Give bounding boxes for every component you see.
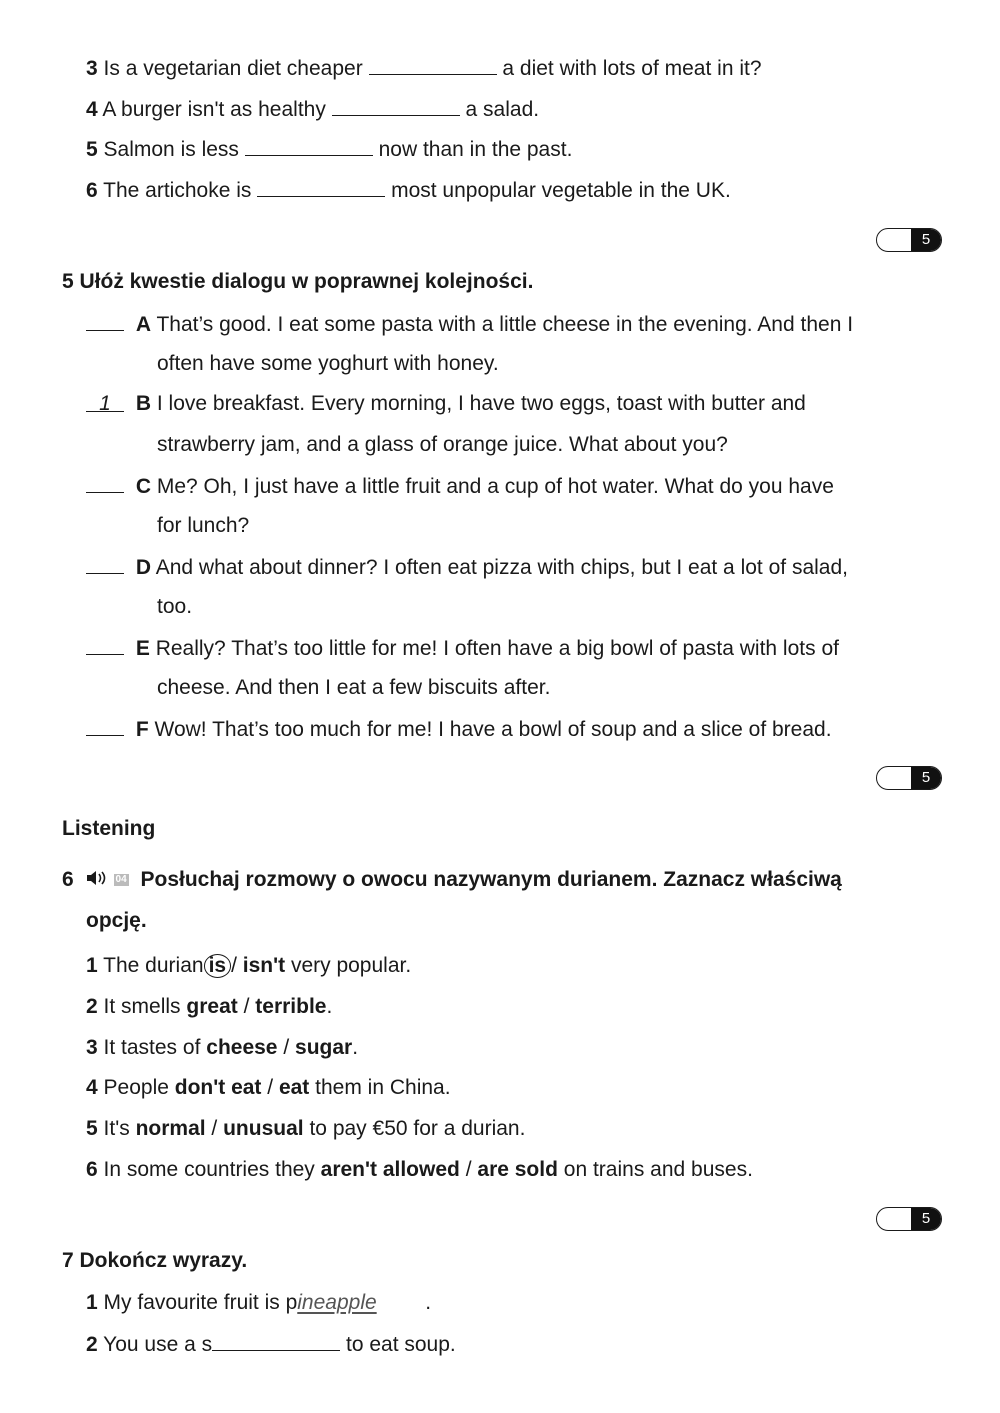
word-item: 1 My favourite fruit is pineapple .: [86, 1291, 432, 1314]
order-blank[interactable]: [86, 634, 124, 655]
word-item: 2 You use a s to eat soup.: [86, 1333, 456, 1356]
order-blank[interactable]: [86, 472, 124, 493]
option[interactable]: great: [186, 995, 238, 1018]
choice-item: 1 The durian is / isn't very popular.: [86, 954, 412, 977]
option[interactable]: don't eat: [174, 1076, 262, 1099]
option[interactable]: cheese: [206, 1036, 278, 1059]
score-value: 5: [911, 1208, 941, 1230]
track-number: 04: [115, 874, 127, 886]
dialogue-line: for lunch?: [157, 514, 250, 537]
section-heading: Listening: [62, 817, 156, 840]
fill-blank[interactable]: [332, 96, 460, 116]
choice-item: 6 In some countries they aren't allowed / are sold on trains and buses.: [86, 1158, 753, 1181]
exercise-5-title: 5 Ułóż kwestie dialogu w poprawnej kolejności.: [62, 270, 534, 293]
fill-blank[interactable]: [212, 1331, 340, 1351]
choice-item: 2 It smells great / terrible.: [86, 995, 333, 1018]
score-box: [876, 1207, 942, 1231]
item-number: 3: [86, 57, 98, 80]
option[interactable]: sugar: [295, 1036, 353, 1059]
ex4-item: 6 The artichoke is most unpopular vegetable in the UK.: [86, 179, 731, 202]
dialogue-line: too.: [157, 595, 193, 618]
order-blank[interactable]: [86, 715, 124, 736]
order-blank[interactable]: [86, 553, 124, 574]
option[interactable]: terrible: [255, 995, 327, 1018]
ex4-item: 4 A burger isn't as healthy a salad.: [86, 98, 540, 121]
option[interactable]: are sold: [477, 1158, 558, 1181]
dialogue-line: cheese. And then I eat a few biscuits after.: [157, 676, 551, 699]
dialogue-item: E Really? That’s too little for me! I often have a big bowl of pasta with lots of: [86, 634, 839, 662]
choice-item: 4 People don't eat / eat them in China.: [86, 1076, 451, 1099]
choice-item: 5 It's normal / unusual to pay €50 for a durian.: [86, 1117, 526, 1140]
ex4-item: 5 Salmon is less now than in the past.: [86, 138, 573, 161]
score-value: 5: [911, 229, 941, 251]
order-blank[interactable]: 1: [86, 391, 124, 412]
dialogue-item: F Wow! That’s too much for me! I have a bowl of soup and a slice of bread.: [86, 715, 832, 743]
dialogue-item: C Me? Oh, I just have a little fruit and a cup of hot water. What do you have: [86, 472, 834, 500]
option[interactable]: normal: [135, 1117, 206, 1140]
fill-blank[interactable]: [245, 136, 373, 156]
speaker-icon[interactable]: [86, 867, 112, 893]
option[interactable]: unusual: [223, 1117, 304, 1140]
score-box: [876, 228, 942, 252]
word-answer[interactable]: ineapple: [297, 1291, 377, 1314]
choice-item: 3 It tastes of cheese / sugar.: [86, 1036, 359, 1059]
dialogue-item: D And what about dinner? I often eat pizza with chips, but I eat a lot of salad,: [86, 553, 848, 581]
fill-blank[interactable]: [257, 177, 385, 197]
exercise-6-title: 6 04 Posłuchaj rozmowy o owocu nazywanym durianem. Zaznacz właściwą: [62, 867, 842, 893]
dialogue-item: A That’s good. I eat some pasta with a little cheese in the evening. And then I: [86, 310, 853, 338]
dialogue-letter: A: [135, 313, 152, 336]
score-value: 5: [911, 767, 941, 789]
option[interactable]: aren't allowed: [320, 1158, 460, 1181]
exercise-6-title-cont: opcję.: [86, 909, 147, 932]
dialogue-line: often have some yoghurt with honey.: [157, 352, 499, 375]
fill-blank[interactable]: [369, 55, 497, 75]
option-selected[interactable]: is: [204, 954, 232, 978]
order-blank[interactable]: [86, 310, 124, 331]
dialogue-line: strawberry jam, and a glass of orange juice. What about you?: [157, 433, 728, 456]
score-box: [876, 766, 942, 790]
exercise-7-title: 7 Dokończ wyrazy.: [62, 1249, 248, 1272]
ex4-item: 3 Is a vegetarian diet cheaper a diet with lots of meat in it?: [86, 57, 762, 80]
option[interactable]: isn't: [242, 954, 286, 977]
option[interactable]: eat: [278, 1076, 310, 1099]
dialogue-item: 1 B I love breakfast. Every morning, I have two eggs, toast with butter and: [86, 391, 806, 417]
